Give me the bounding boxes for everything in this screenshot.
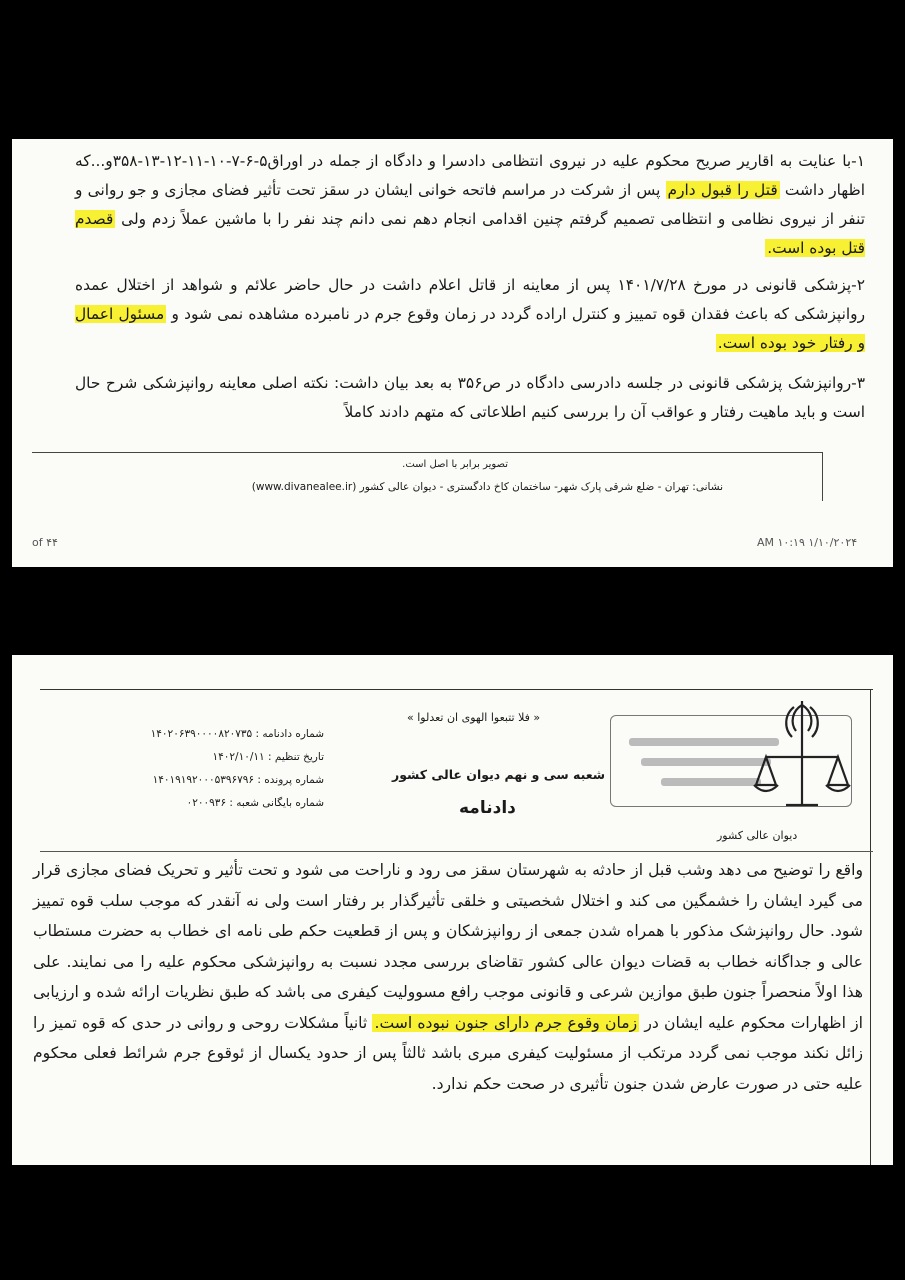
frame-top-rule bbox=[40, 689, 873, 690]
print-timestamp: ۱/۱۰/۲۰۲۴ ۱۰:۱۹ AM bbox=[757, 536, 858, 549]
branch-archive-number: شماره بایگانی شعبه : ۰۲۰۰۹۳۶ bbox=[186, 797, 324, 809]
page-footer bbox=[32, 452, 823, 501]
quran-verse: « فلا تتبعوا الهوی ان تعدلوا » bbox=[407, 711, 541, 724]
paragraph-2-text: ۲-پزشکی قانونی در مورخ ۱۴۰۱/۷/۲۸ پس از معاینه از قاتل اعلام داشت در حال حاضر علائم و شواهد از اختلال عمده روانپزشکی که باعث فقدان قوه تمییز و کنترل اراده گردد در زمان وقوع جرم در نامبرده مشاهده نمی شود و bbox=[75, 276, 866, 323]
paragraph-1-text-b: پس از شرکت در مراسم فاتحه خوانی ایشان در سقز تحت تأثیر فضای مجازی و جو روانی و تنفر از نیروی نظامی و انتظامی تصمیم گرفتم چنین اقدامی انجام دهم نمی دانم چند نفر را با ماشین عملاً زدم ولی bbox=[75, 181, 865, 228]
verdict-number: شماره دادنامه : ۱۴۰۲۰۶۳۹۰۰۰۰۸۲۰۷۳۵ bbox=[150, 728, 324, 740]
header-divider bbox=[40, 851, 873, 852]
highlight-responsible: مسئول اعمال و رفتار خود بوده است. bbox=[75, 305, 865, 352]
highlight-intent: قصدم قتل بوده است. bbox=[75, 210, 865, 257]
document-page-2 bbox=[12, 655, 893, 1165]
document-type-title: دادنامه bbox=[459, 798, 516, 818]
court-label: دیوان عالی کشور bbox=[717, 829, 798, 842]
paragraph-3: ۳-روانپزشک پزشکی قانونی در جلسه دادرسی دادگاه در ص۳۵۶ به بعد بیان داشت: نکته اصلی معاینه روانپزشکی شرح حال است و باید ماهیت رفتار و عواقب آن را بررسی کنیم اطلاعاتی که متهم دادند کاملاً bbox=[75, 374, 865, 421]
frame-right-rule bbox=[870, 689, 871, 1165]
court-branch: شعبه سی و نهم دیوان عالی کشور bbox=[392, 767, 606, 782]
verdict-text-a: واقع را توضیح می دهد وشب قبل از حادثه به شهرستان سقز می رود و ناراحت می شود و تحت تأثیر و تحریک فضای مجازی قرار می گیرد ایشان را خشمگین می کند و اختلال شخصیتی و خلقی تأثیرگذار بر رفتار است ولی نه آنقدر که موجب سلب قوه تمییز شود. حال روانپزشک مذکور با همراه شدن جمعی از روانپزشکان و پس از قطعیت حکم طی نامه ای خطاب به حضرت مستطاب عالی و جداگانه خطاب به قضات دیوان عالی کشور تقاضای بررسی مجدد نسبت به روانپزشکی محکوم علیه را می نمایند. علی هذا اولاً منحصراً جنون طبق موازین شرعی و قانونی موجب رافع مسوولیت کیفری می باشد که طبق نظریات ارائه شده و ارزیابی از اظهارات محکوم علیه ایشان در bbox=[33, 861, 863, 1032]
verdict-paragraph bbox=[33, 855, 863, 1099]
paragraph-1-text-a: ۱-با عنایت به اقاریر صریح محکوم علیه در نیروی انتظامی دادسرا و دادگاه از جمله در اوراق۵-۶-۷-۱۰-۱۱-۱۲-۱۳-۳۵۸و...که اظهار داشت bbox=[75, 152, 865, 199]
paragraph-2 bbox=[75, 271, 865, 358]
issue-date: تاریخ تنظیم : ۱۴۰۲/۱۰/۱۱ bbox=[212, 751, 324, 763]
highlight-confession: قتل را قبول دارم bbox=[667, 181, 778, 199]
footer-certified: تصویر برابر با اصل است. bbox=[402, 459, 508, 470]
iran-emblem-scales-icon bbox=[752, 697, 852, 827]
stamp-line bbox=[661, 778, 761, 786]
document-page-1 bbox=[12, 139, 893, 567]
highlight-no-insanity: زمان وقوع جرم دارای جنون نبوده است. bbox=[374, 1013, 638, 1032]
page-count: of ۴۴ bbox=[32, 536, 58, 549]
footer-address: نشانی: تهران - ضلع شرقی پارک شهر- ساختمان کاخ دادگستری - دیوان عالی کشور (www.divanealee.ir) bbox=[251, 481, 723, 493]
paragraph-1 bbox=[75, 147, 865, 263]
case-number: شماره پرونده : ۱۴۰۱۹۱۹۲۰۰۰۵۳۹۶۷۹۶ bbox=[152, 774, 324, 786]
verdict-metadata bbox=[104, 723, 324, 815]
verdict-text-b: ثانیاً مشکلات روحی و روانی در حدی که قوه تمیز را زائل نکند موجب نمی گردد مرتکب از مسئولیت کیفری مبری باشد ثالثاً پس از حدود یکسال از ئوقوع جرم شرائط فعلی محکوم علیه حتی در صورت عارض شدن جنون تأثیری در صحت حکم ندارد. bbox=[33, 1013, 863, 1093]
footer-rule bbox=[822, 453, 823, 501]
